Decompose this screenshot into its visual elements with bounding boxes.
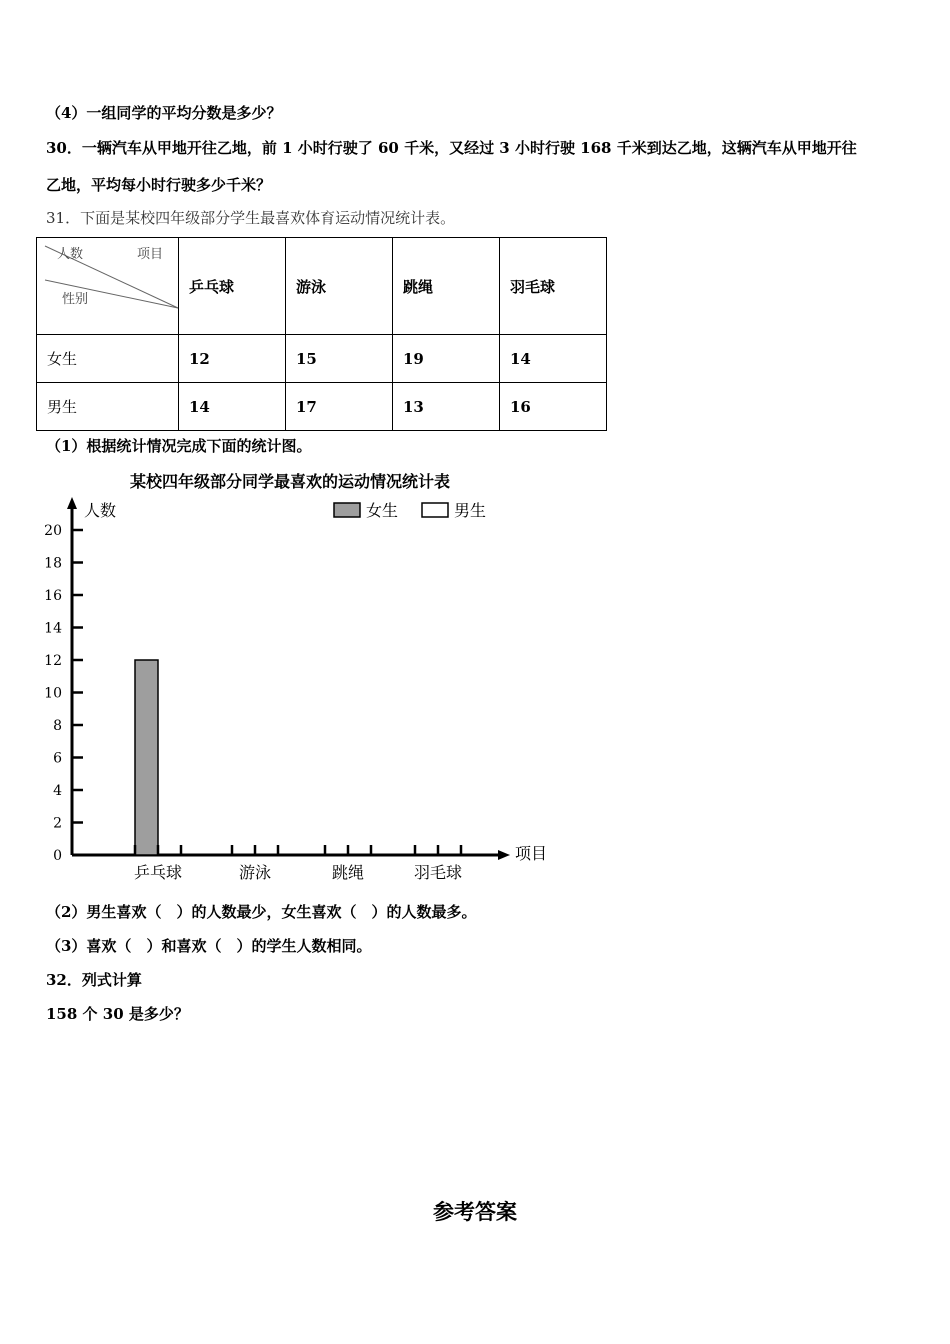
chart-bars bbox=[135, 660, 158, 855]
y-tick-label: 8 bbox=[53, 718, 62, 734]
chart-axes bbox=[67, 497, 510, 860]
x-axis-arrow bbox=[498, 850, 510, 860]
x-category-label: 跳绳 bbox=[331, 863, 365, 882]
question-31-intro: 31．下面是某校四年级部分学生最喜欢体育运动情况统计表。 bbox=[46, 209, 456, 227]
y-axis-arrow bbox=[67, 497, 77, 509]
cell-value: 16 bbox=[500, 383, 607, 431]
question-32-title: 32．列式计算 bbox=[46, 971, 142, 989]
table-row bbox=[37, 383, 607, 431]
legend-label-boys: 男生 bbox=[454, 501, 487, 520]
header-rope: 跳绳 bbox=[393, 238, 500, 335]
question-31-3: （3）喜欢（ ）和喜欢（ ）的学生人数相同。 bbox=[46, 937, 372, 955]
cell-value: 12 bbox=[179, 335, 286, 383]
corner-label-item: 项目 bbox=[137, 247, 164, 262]
y-tick-label: 18 bbox=[44, 555, 62, 572]
cell-value: 14 bbox=[500, 335, 607, 383]
cell-value: 14 bbox=[179, 383, 286, 431]
y-tick-label: 6 bbox=[53, 750, 62, 767]
cell-value: 19 bbox=[393, 335, 500, 383]
chart-title: 某校四年级部分同学最喜欢的运动情况统计表 bbox=[129, 472, 451, 491]
row-label-girls: 女生 bbox=[37, 335, 179, 383]
y-tick-label: 4 bbox=[53, 783, 62, 799]
y-tick-label: 0 bbox=[53, 848, 62, 864]
question-31-2: （2）男生喜欢（ ）的人数最少，女生喜欢（ ）的人数最多。 bbox=[46, 903, 477, 921]
table-header-row bbox=[37, 238, 607, 335]
x-category-label: 羽毛球 bbox=[413, 863, 463, 882]
legend-label-girls: 女生 bbox=[366, 501, 399, 520]
table-corner-cell bbox=[37, 238, 179, 335]
x-categories bbox=[134, 845, 462, 882]
question-30-line2: 乙地，平均每小时行驶多少千米？ bbox=[46, 176, 272, 194]
cell-value: 13 bbox=[393, 383, 500, 431]
question-29-4: （4）一组同学的平均分数是多少？ bbox=[46, 104, 282, 122]
legend-swatch-girls bbox=[334, 503, 360, 517]
table-row bbox=[37, 335, 607, 383]
y-tick-label: 2 bbox=[53, 815, 62, 832]
header-badminton: 羽毛球 bbox=[500, 238, 607, 335]
statistics-table bbox=[36, 237, 607, 431]
x-axis-label: 项目 bbox=[515, 844, 548, 863]
y-tick-label: 20 bbox=[44, 523, 62, 539]
x-category-label: 乒乓球 bbox=[133, 863, 183, 882]
corner-label-count: 人数 bbox=[57, 247, 84, 262]
header-pingpong: 乒乓球 bbox=[179, 238, 286, 335]
y-tick-label: 12 bbox=[44, 653, 62, 669]
row-label-boys: 男生 bbox=[37, 383, 179, 431]
question-32-body: 158 个 30 是多少？ bbox=[46, 1005, 189, 1023]
cell-value: 17 bbox=[286, 383, 393, 431]
answer-heading: 参考答案 bbox=[433, 1199, 517, 1224]
question-30-line1: 30．一辆汽车从甲地开往乙地，前 1 小时行驶了 60 千米，又经过 3 小时行驶 168 千米到达乙地，这辆汽车从甲地开往 bbox=[46, 139, 857, 157]
question-31-1: （1）根据统计情况完成下面的统计图。 bbox=[46, 437, 312, 455]
chart-legend bbox=[334, 501, 486, 520]
cell-value: 15 bbox=[286, 335, 393, 383]
y-axis-label: 人数 bbox=[84, 501, 117, 520]
bar-girls bbox=[135, 660, 158, 855]
y-tick-label: 16 bbox=[44, 588, 62, 604]
header-swimming: 游泳 bbox=[286, 238, 393, 335]
x-category-label: 游泳 bbox=[238, 863, 272, 882]
legend-swatch-boys bbox=[422, 503, 448, 517]
corner-label-gender: 性别 bbox=[62, 292, 89, 307]
y-tick-label: 10 bbox=[44, 685, 62, 702]
y-ticks bbox=[44, 523, 83, 864]
bar-chart bbox=[0, 465, 620, 890]
y-tick-label: 14 bbox=[44, 620, 62, 637]
